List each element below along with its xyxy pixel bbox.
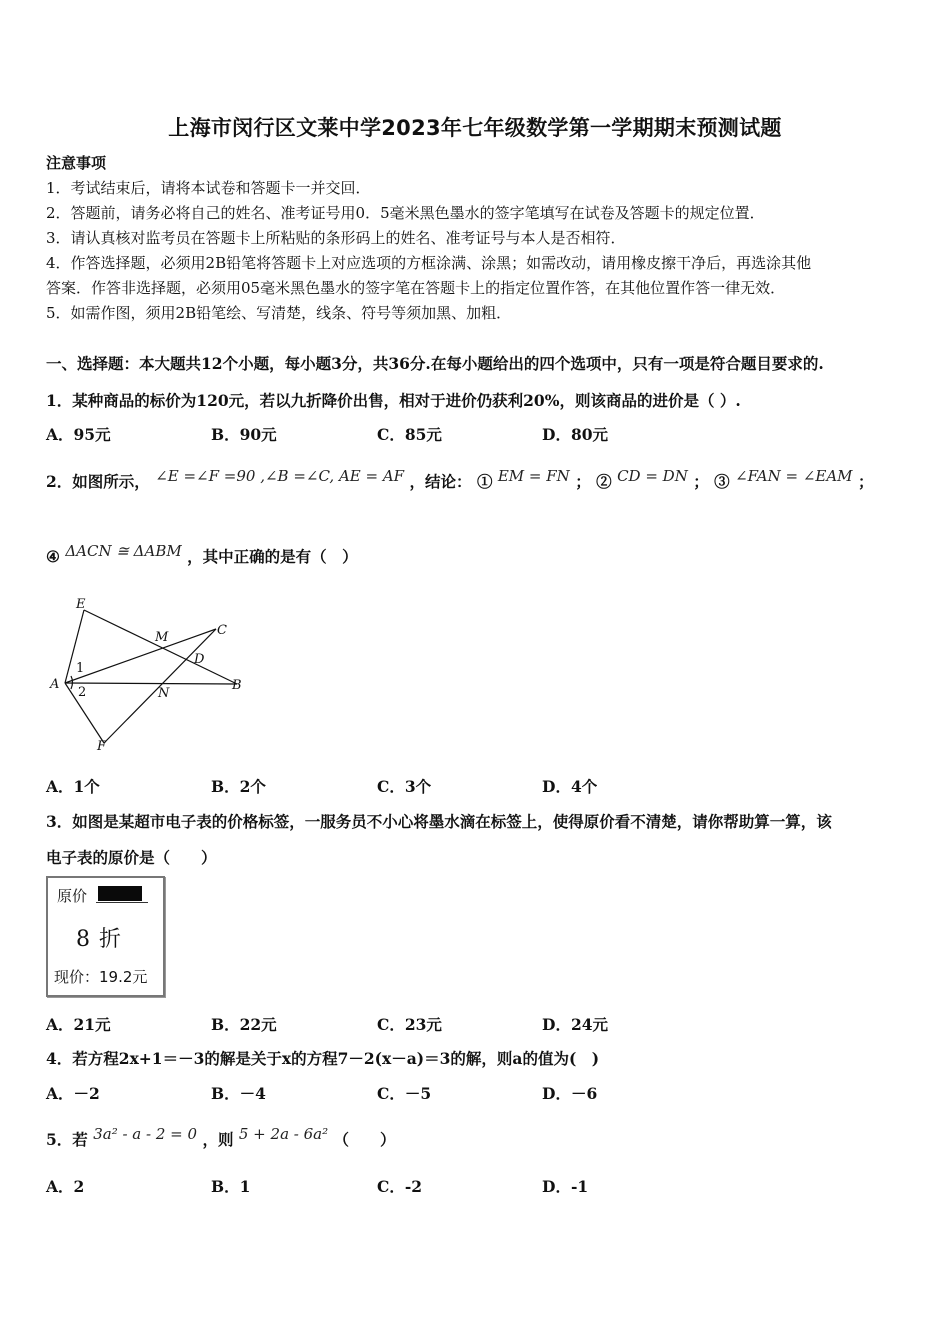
q1-option-b: B．90元 [211, 425, 277, 444]
q3-option-a: A．21元 [46, 1015, 111, 1034]
price-tag-discount: 8 折 [76, 927, 122, 952]
label-n: N [158, 686, 170, 701]
label-e: E [76, 597, 86, 612]
q1-option-a: A．95元 [46, 425, 111, 444]
section-heading: 一、选择题：本大题共12个小题，每小题3分，共36分.在每小题给出的四个选项中，只有一项是符合题目要求的. [46, 354, 824, 373]
q2-c3-mark: ③ [714, 472, 730, 491]
q2-c1-mark: ① [476, 472, 493, 491]
price-tag-image [46, 876, 165, 997]
note-item: 5．如需作图，须用2B铅笔绘、写清楚，线条、符号等须加黑、加粗． [46, 304, 512, 322]
question-2 [46, 467, 874, 492]
label-b: B [232, 678, 242, 693]
note-item: 4．作答选择题，必须用2B铅笔将答题卡上对应选项的方框涂满、涂黑；如需改动，请用橡皮擦干净后，再选涂其他 [46, 254, 812, 272]
label-angle-2: 2 [78, 685, 87, 700]
question-3-cont: 电子表的原价是（ ） [46, 848, 217, 867]
price-underline [96, 902, 148, 903]
note-item: 1．考试结束后，请将本试卷和答题卡一并交回． [46, 179, 371, 197]
q2-separator: ； [693, 472, 709, 491]
q2-option-b: B．2个 [211, 777, 266, 796]
question-5 [46, 1125, 396, 1150]
question-2-cont [46, 542, 358, 567]
notes-heading: 注意事项 [46, 154, 107, 172]
question-1: 1．某种商品的标价为120元，若以九折降价出售，相对于进价仍获利20%，则该商品的进价是（ ）. [46, 391, 741, 410]
ink-blot [98, 886, 142, 901]
q2-option-a: A．1个 [46, 777, 100, 796]
note-item: 答案．作答非选择题，必须用05毫米黑色墨水的签字笔在答题卡上的指定位置作答，在其他位置作答一律无效． [46, 279, 786, 297]
q4-option-c: C．－5 [377, 1084, 432, 1103]
q2-geometry-figure [44, 592, 254, 754]
note-item: 3．请认真核对监考员在答题卡上所粘贴的条形码上的姓名、准考证号与本人是否相符． [46, 229, 626, 247]
q2-conclusion-label: ，结论： [409, 472, 472, 491]
q2-conclusion-3: ∠FAN = ∠EAM [735, 467, 853, 485]
q1-option-c: C．85元 [377, 425, 442, 444]
q5-expression: 5 + 2a - 6a² [238, 1125, 329, 1143]
q2-c4-mark: ④ [46, 547, 60, 566]
price-tag-original-label: 原价 [57, 887, 88, 905]
q2-option-d: D．4个 [542, 777, 598, 796]
q1-option-d: D．80元 [542, 425, 609, 444]
q3-option-d: D．24元 [542, 1015, 609, 1034]
label-d: D [194, 652, 205, 667]
price-tag-current: 现价：19.2元 [54, 968, 148, 986]
label-c: C [217, 623, 227, 638]
question-4: 4．若方程2x+1＝－3的解是关于x的方程7－2(x－a)＝3的解，则a的值为( ) [46, 1049, 600, 1068]
page-title: 上海市闵行区文莱中学2023年七年级数学第一学期期末预测试题 [168, 116, 782, 140]
q2-suffix: ，其中正确的是有（ ） [187, 547, 358, 566]
q2-conclusion-4: ΔACN ≅ ΔABM [65, 542, 182, 560]
q2-option-c: C．3个 [377, 777, 432, 796]
question-3: 3．如图是某超市电子表的价格标签，一服务员不小心将墨水滴在标签上，使得原价看不清楚，请你帮助算一算，该 [46, 812, 832, 831]
label-f: F [97, 739, 107, 754]
q5-suffix: （ ） [333, 1130, 396, 1149]
q2-prefix: 2．如图所示， [46, 472, 150, 491]
q2-conclusion-1: EM = FN [497, 467, 570, 485]
q4-option-d: D．－6 [542, 1084, 598, 1103]
q5-option-a: A．2 [46, 1177, 85, 1196]
q4-option-b: B．－4 [211, 1084, 266, 1103]
q5-mid: ，则 [202, 1130, 234, 1149]
note-item: 2．答题前，请务必将自己的姓名、准考证号用0．5毫米黑色墨水的签字笔填写在试卷及答题卡的规定位置． [46, 204, 765, 222]
q5-option-c: C．-2 [377, 1177, 423, 1196]
q4-option-a: A．－2 [46, 1084, 100, 1103]
q3-option-b: B．22元 [211, 1015, 277, 1034]
q2-c2-mark: ② [596, 472, 612, 491]
q5-option-b: B．1 [211, 1177, 251, 1196]
q5-prefix: 5．若 [46, 1130, 88, 1149]
q5-option-d: D．-1 [542, 1177, 589, 1196]
q2-separator: ； [857, 472, 874, 491]
q3-option-c: C．23元 [377, 1015, 442, 1034]
q5-equation: 3a² - a - 2 = 0 [93, 1125, 198, 1143]
label-m: M [155, 630, 169, 645]
q2-conclusion-2: CD = DN [617, 467, 688, 485]
label-angle-1: 1 [76, 661, 85, 676]
q2-separator: ； [575, 472, 591, 491]
segment-eb [84, 610, 237, 684]
segment-ab [65, 683, 237, 684]
q2-given-math: ∠E =∠F =90 ,∠B =∠C, AE = AF [155, 467, 405, 485]
label-a: A [50, 677, 60, 692]
